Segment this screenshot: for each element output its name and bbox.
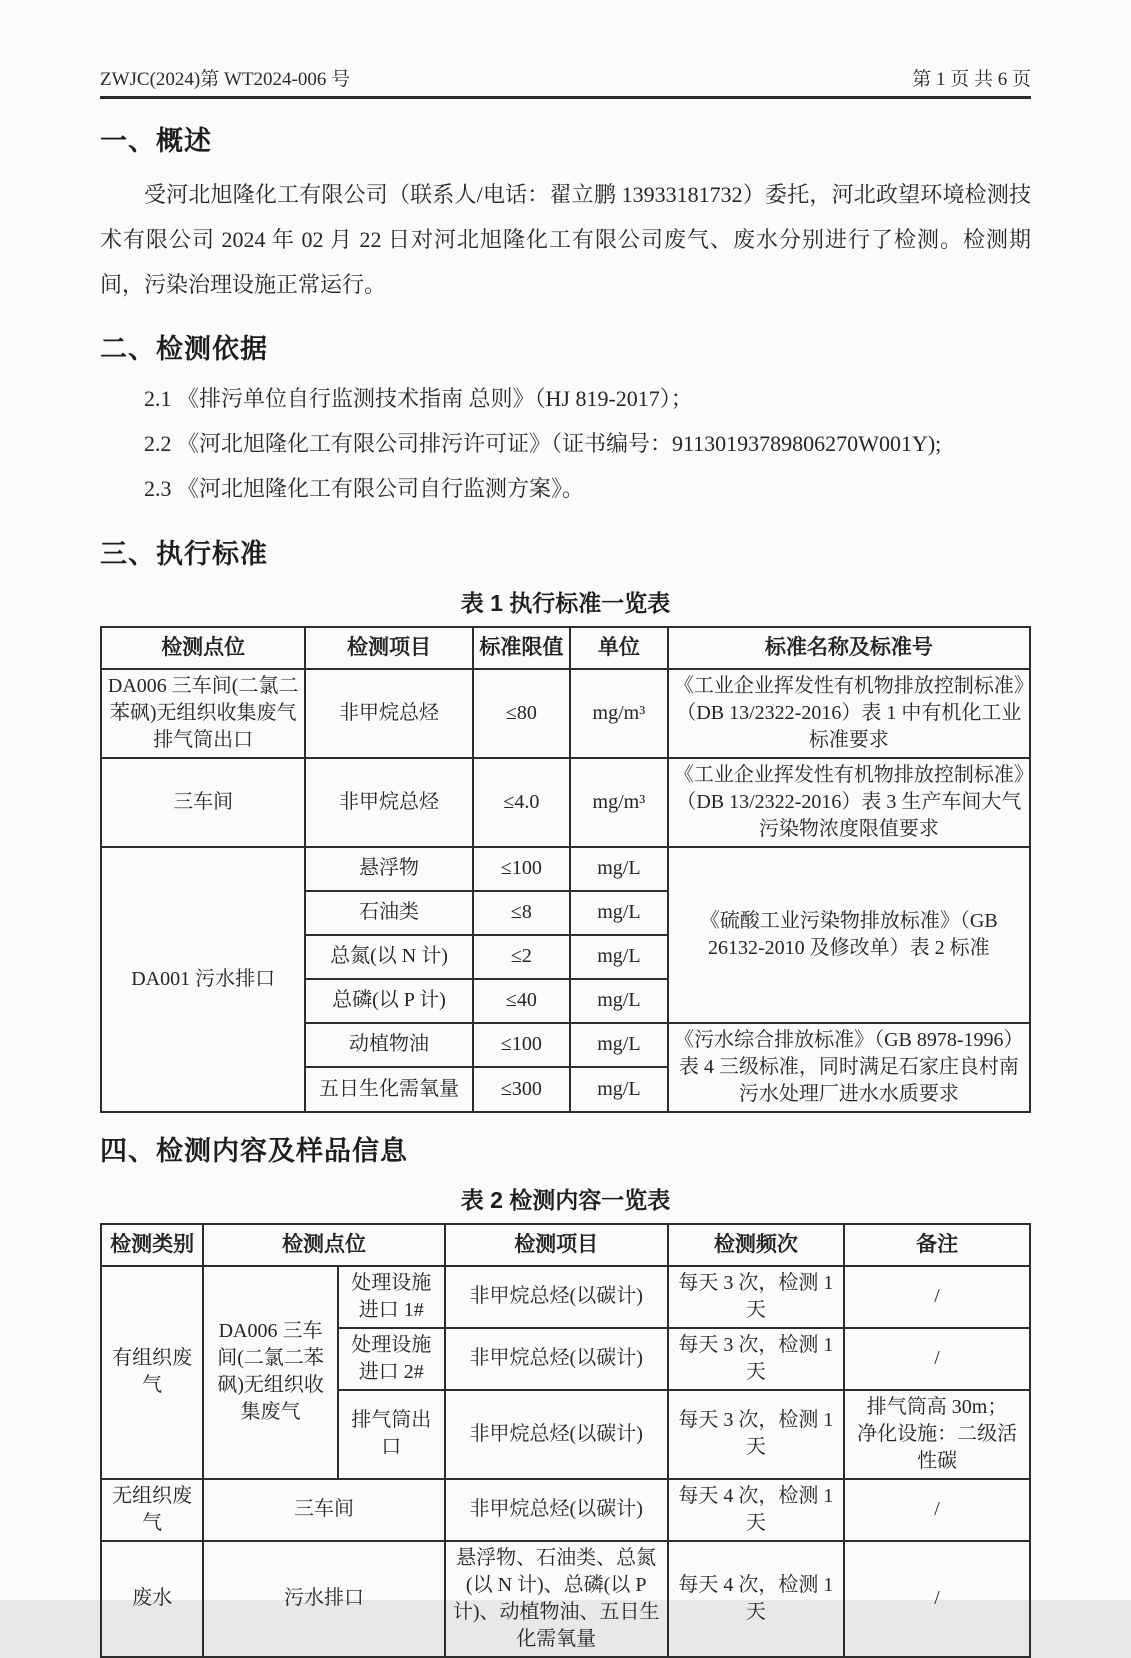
cell-item: 非甲烷总烃(以碳计) xyxy=(445,1390,668,1479)
basis-item: 2.2 《河北旭隆化工有限公司排污许可证》（证书编号：91130193789806270W001Y); xyxy=(144,431,942,457)
table-row xyxy=(101,847,1030,891)
column-header-unit: 单位 xyxy=(570,627,668,669)
basis-list xyxy=(100,376,1031,511)
cell-item: 非甲烷总烃(以碳计) xyxy=(445,1266,668,1328)
cell-frequency: 每天 4 次，检测 1 天 xyxy=(668,1479,845,1541)
cell-remark: 排气筒高 30m； 净化设施：二级活性碳 xyxy=(844,1390,1030,1479)
table-header-row xyxy=(101,1224,1030,1266)
column-header-item: 检测项目 xyxy=(305,627,472,669)
cell-category: 无组织废气 xyxy=(101,1479,203,1541)
cell-remark: / xyxy=(844,1541,1030,1657)
cell-standard: 《污水综合排放标准》（GB 8978-1996）表 4 三级标准，同时满足石家庄良村南污水处理厂进水水质要求 xyxy=(668,1023,1030,1112)
cell-item: 动植物油 xyxy=(305,1023,472,1068)
cell-item: 总磷(以 P 计) xyxy=(305,979,472,1023)
column-header-limit: 标准限值 xyxy=(473,627,571,669)
section-overview-title: 一、概述 xyxy=(100,126,212,156)
cell-unit: mg/L xyxy=(570,847,668,891)
page-indicator: 第 1 页 共 6 页 xyxy=(912,69,1031,90)
table-row xyxy=(101,669,1030,758)
cell-point: DA006 三车间(二氯二苯砜)无组织收集废气排气筒出口 xyxy=(101,669,305,758)
column-header-category: 检测类别 xyxy=(101,1224,203,1266)
cell-remark: / xyxy=(844,1479,1030,1541)
table-row xyxy=(101,1266,1030,1328)
cell-frequency: 每天 3 次，检测 1 天 xyxy=(668,1390,845,1479)
column-header-item: 检测项目 xyxy=(445,1224,668,1266)
cell-unit: mg/L xyxy=(570,979,668,1023)
column-header-point: 检测点位 xyxy=(203,1224,445,1266)
cell-unit: mg/L xyxy=(570,935,668,979)
cell-category: 有组织废气 xyxy=(101,1266,203,1479)
cell-limit: ≤80 xyxy=(473,669,571,758)
cell-limit: ≤100 xyxy=(473,847,571,891)
section-standards-title: 三、执行标准 xyxy=(100,538,268,569)
cell-remark: / xyxy=(844,1266,1030,1328)
cell-point-group: DA006 三车间(二氯二苯砜)无组织收集废气 xyxy=(203,1266,338,1479)
cell-unit: mg/L xyxy=(570,1067,668,1112)
column-header-point: 检测点位 xyxy=(101,627,305,669)
table-row xyxy=(101,1479,1030,1541)
cell-standard: 《硫酸工业污染物排放标准》（GB 26132-2010 及修改单）表 2 标准 xyxy=(668,847,1030,1023)
cell-limit: ≤4.0 xyxy=(473,758,571,847)
cell-frequency: 每天 4 次，检测 1 天 xyxy=(668,1541,845,1657)
doc-number: ZWJC(2024)第 WT2024-006 号 xyxy=(100,69,351,90)
page-header xyxy=(100,64,1031,99)
section-basis-title: 二、检测依据 xyxy=(100,334,268,365)
column-header-remark: 备注 xyxy=(844,1224,1030,1266)
cell-item: 非甲烷总烃 xyxy=(305,669,472,758)
cell-item: 非甲烷总烃(以碳计) xyxy=(445,1328,668,1390)
standards-table xyxy=(100,626,1031,1113)
cell-limit: ≤2 xyxy=(473,935,571,979)
cell-point: 处理设施进口 2# xyxy=(338,1328,445,1390)
basis-item: 2.3 《河北旭隆化工有限公司自行监测方案》。 xyxy=(144,476,585,502)
basis-item: 2.1 《排污单位自行监测技术指南 总则》（HJ 819-2017）； xyxy=(144,386,693,412)
cell-point: 三车间 xyxy=(101,758,305,847)
cell-remark: / xyxy=(844,1328,1030,1390)
cell-item: 非甲烷总烃 xyxy=(305,758,472,847)
cell-item: 悬浮物 xyxy=(305,847,472,891)
cell-unit: mg/m³ xyxy=(570,758,668,847)
overview-paragraph: 受河北旭隆化工有限公司（联系人/电话：翟立鹏 13933181732）委托，河北政望环境检测技术有限公司 2024 年 02 月 22 日对河北旭隆化工有限公司废气、废水分别进行了检测。检测期间，污染治理设施正常运行。 xyxy=(100,182,1031,298)
cell-point: 处理设施进口 1# xyxy=(338,1266,445,1328)
column-header-frequency: 检测频次 xyxy=(668,1224,845,1266)
cell-limit: ≤300 xyxy=(473,1067,571,1112)
cell-unit: mg/m³ xyxy=(570,669,668,758)
cell-limit: ≤8 xyxy=(473,891,571,935)
cell-item: 非甲烷总烃(以碳计) xyxy=(445,1479,668,1541)
cell-standard: 《工业企业挥发性有机物排放控制标准》（DB 13/2322-2016）表 1 中有机化工业标准要求 xyxy=(668,669,1030,758)
cell-item: 总氮(以 N 计) xyxy=(305,935,472,979)
cell-limit: ≤40 xyxy=(473,979,571,1023)
cell-frequency: 每天 3 次，检测 1 天 xyxy=(668,1328,845,1390)
cell-unit: mg/L xyxy=(570,1023,668,1068)
cell-point: 三车间 xyxy=(203,1479,445,1541)
cell-point: DA001 污水排口 xyxy=(101,847,305,1112)
cell-point: 排气筒出口 xyxy=(338,1390,445,1479)
cell-unit: mg/L xyxy=(570,891,668,935)
content-table xyxy=(100,1223,1031,1658)
section-content-title: 四、检测内容及样品信息 xyxy=(100,1135,408,1166)
cell-item: 石油类 xyxy=(305,891,472,935)
cell-point: 污水排口 xyxy=(203,1541,445,1657)
cell-standard: 《工业企业挥发性有机物排放控制标准》（DB 13/2322-2016）表 3 生产车间大气污染物浓度限值要求 xyxy=(668,758,1030,847)
cell-item: 悬浮物、石油类、总氮(以 N 计)、总磷(以 P 计)、动植物油、五日生化需氧量 xyxy=(445,1541,668,1657)
cell-limit: ≤100 xyxy=(473,1023,571,1068)
cell-frequency: 每天 3 次，检测 1 天 xyxy=(668,1266,845,1328)
cell-category: 废水 xyxy=(101,1541,203,1657)
column-header-standard: 标准名称及标准号 xyxy=(668,627,1030,669)
table-row xyxy=(101,758,1030,847)
table-header-row xyxy=(101,627,1030,669)
cell-item: 五日生化需氧量 xyxy=(305,1067,472,1112)
table1-title: 表 1 执行标准一览表 xyxy=(460,589,671,616)
table2-title: 表 2 检测内容一览表 xyxy=(460,1186,671,1213)
table-row xyxy=(101,1541,1030,1657)
